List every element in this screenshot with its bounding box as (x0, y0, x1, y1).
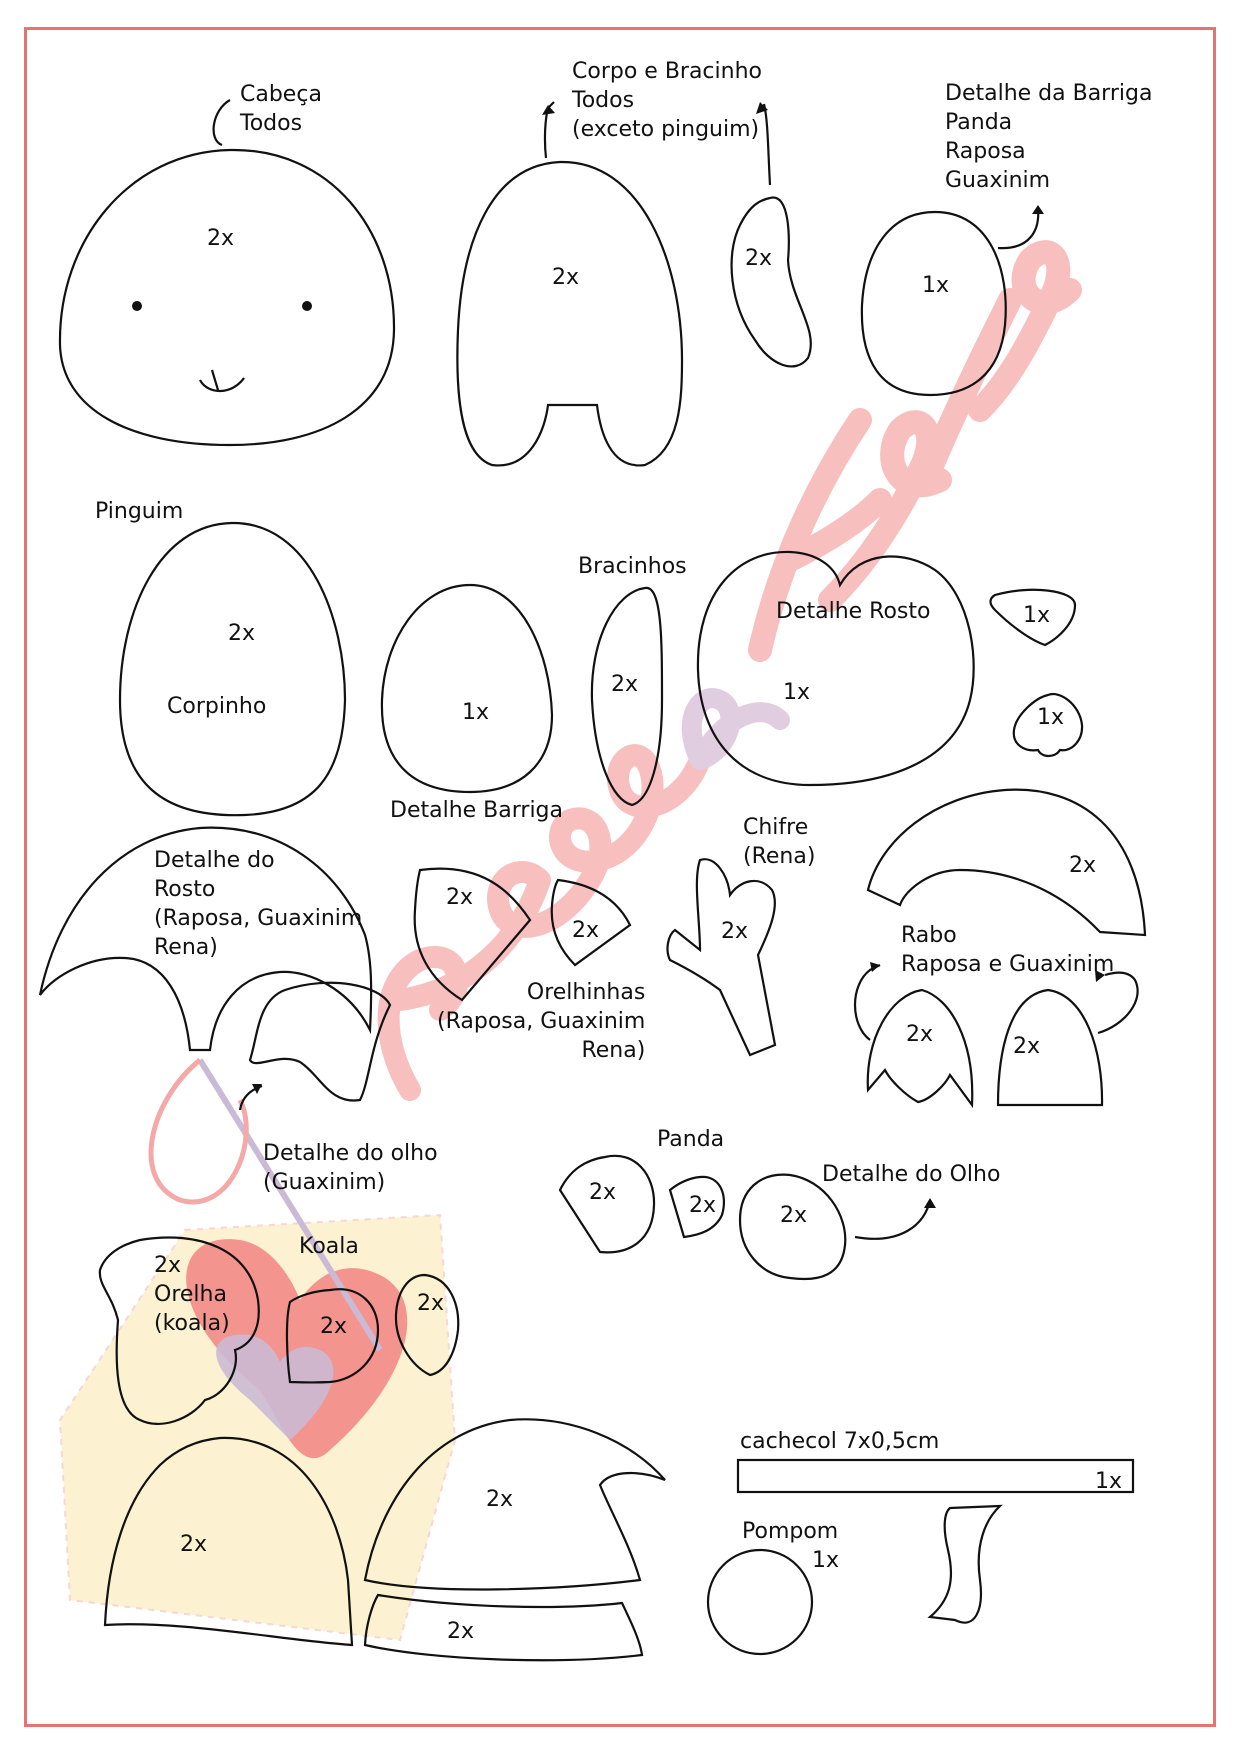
tail-2-count: 2x (906, 1022, 934, 1047)
detalhe-rosto-label: Detalhe Rosto (776, 599, 931, 624)
pompom-pattern (708, 1550, 812, 1654)
hat-count: 2x (486, 1487, 514, 1512)
rabo-label: Rabo Raposa e Guaxinim (901, 923, 1115, 977)
ear-2-count: 2x (572, 918, 600, 943)
eye-mark-left (132, 301, 142, 311)
panda-label: Panda (657, 1127, 725, 1152)
body-count: 2x (552, 265, 580, 290)
scarf-count: 1x (1095, 1469, 1123, 1494)
chifre-label: Chifre (Rena) (743, 815, 816, 869)
orelhinhas-label: Orelhinhas (Raposa, Guaxinim Rena) (437, 980, 646, 1063)
hat-dome-count: 2x (180, 1532, 208, 1557)
antler-pattern (668, 859, 775, 1055)
antler-count: 2x (721, 919, 749, 944)
head-count: 2x (207, 226, 235, 251)
detalhe-olho-guaxinim-label: Detalhe do olho (Guaxinim) (263, 1141, 438, 1195)
ear-1-count: 2x (446, 885, 474, 910)
head-pattern (60, 100, 394, 445)
eye-mark-right (302, 301, 312, 311)
corpinho-label: Corpinho (167, 694, 267, 719)
koala-ear-label: 2x Orelha (koala) (154, 1253, 230, 1336)
eye-detail-pattern (240, 983, 390, 1110)
penguin-arm-count: 2x (611, 672, 639, 697)
arm-count: 2x (745, 246, 773, 271)
bracinhos-label: Bracinhos (578, 554, 687, 579)
belly-detail-label: Detalhe da Barriga Panda Raposa Guaxinim (945, 81, 1153, 193)
tail-1-count: 2x (1069, 853, 1097, 878)
penguin-foot-count: 1x (1037, 705, 1065, 730)
detalhe-barriga-label: Detalhe Barriga (390, 798, 564, 823)
penguin-belly-count: 1x (462, 700, 490, 725)
body-label: Corpo e Bracinho Todos (exceto pinguim) (572, 59, 762, 142)
koala-1-count: 2x (320, 1314, 348, 1339)
penguin-belly-pattern (382, 585, 552, 792)
pompom-count: 1x (812, 1548, 840, 1573)
panda-1-count: 2x (589, 1180, 617, 1205)
penguin-beak-count: 1x (1023, 603, 1051, 628)
panda-3-count: 2x (780, 1203, 808, 1228)
detalhe-do-rosto-label: Detalhe do Rosto (Raposa, Guaxinim Rena) (154, 848, 363, 960)
hat-band-count: 2x (447, 1619, 475, 1644)
penguin-face-count: 1x (783, 680, 811, 705)
detalhe-olho-panda-label: Detalhe do Olho (822, 1162, 1001, 1187)
pompom-label: Pompom (742, 1519, 839, 1544)
cachecol-label: cachecol 7x0,5cm (740, 1429, 940, 1454)
koala-2-count: 2x (417, 1291, 445, 1316)
penguin-body-pattern (120, 523, 345, 815)
tail-3-count: 2x (1013, 1034, 1041, 1059)
head-label: Cabeça Todos (240, 82, 322, 136)
tail-pattern-1 (868, 790, 1145, 935)
pinguim-label: Pinguim (95, 499, 184, 524)
penguin-body-count: 2x (228, 621, 256, 646)
koala-label: Koala (299, 1234, 359, 1259)
panda-eye-pattern-3 (740, 1175, 930, 1279)
belly-count: 1x (922, 273, 950, 298)
panda-2-count: 2x (689, 1193, 717, 1218)
